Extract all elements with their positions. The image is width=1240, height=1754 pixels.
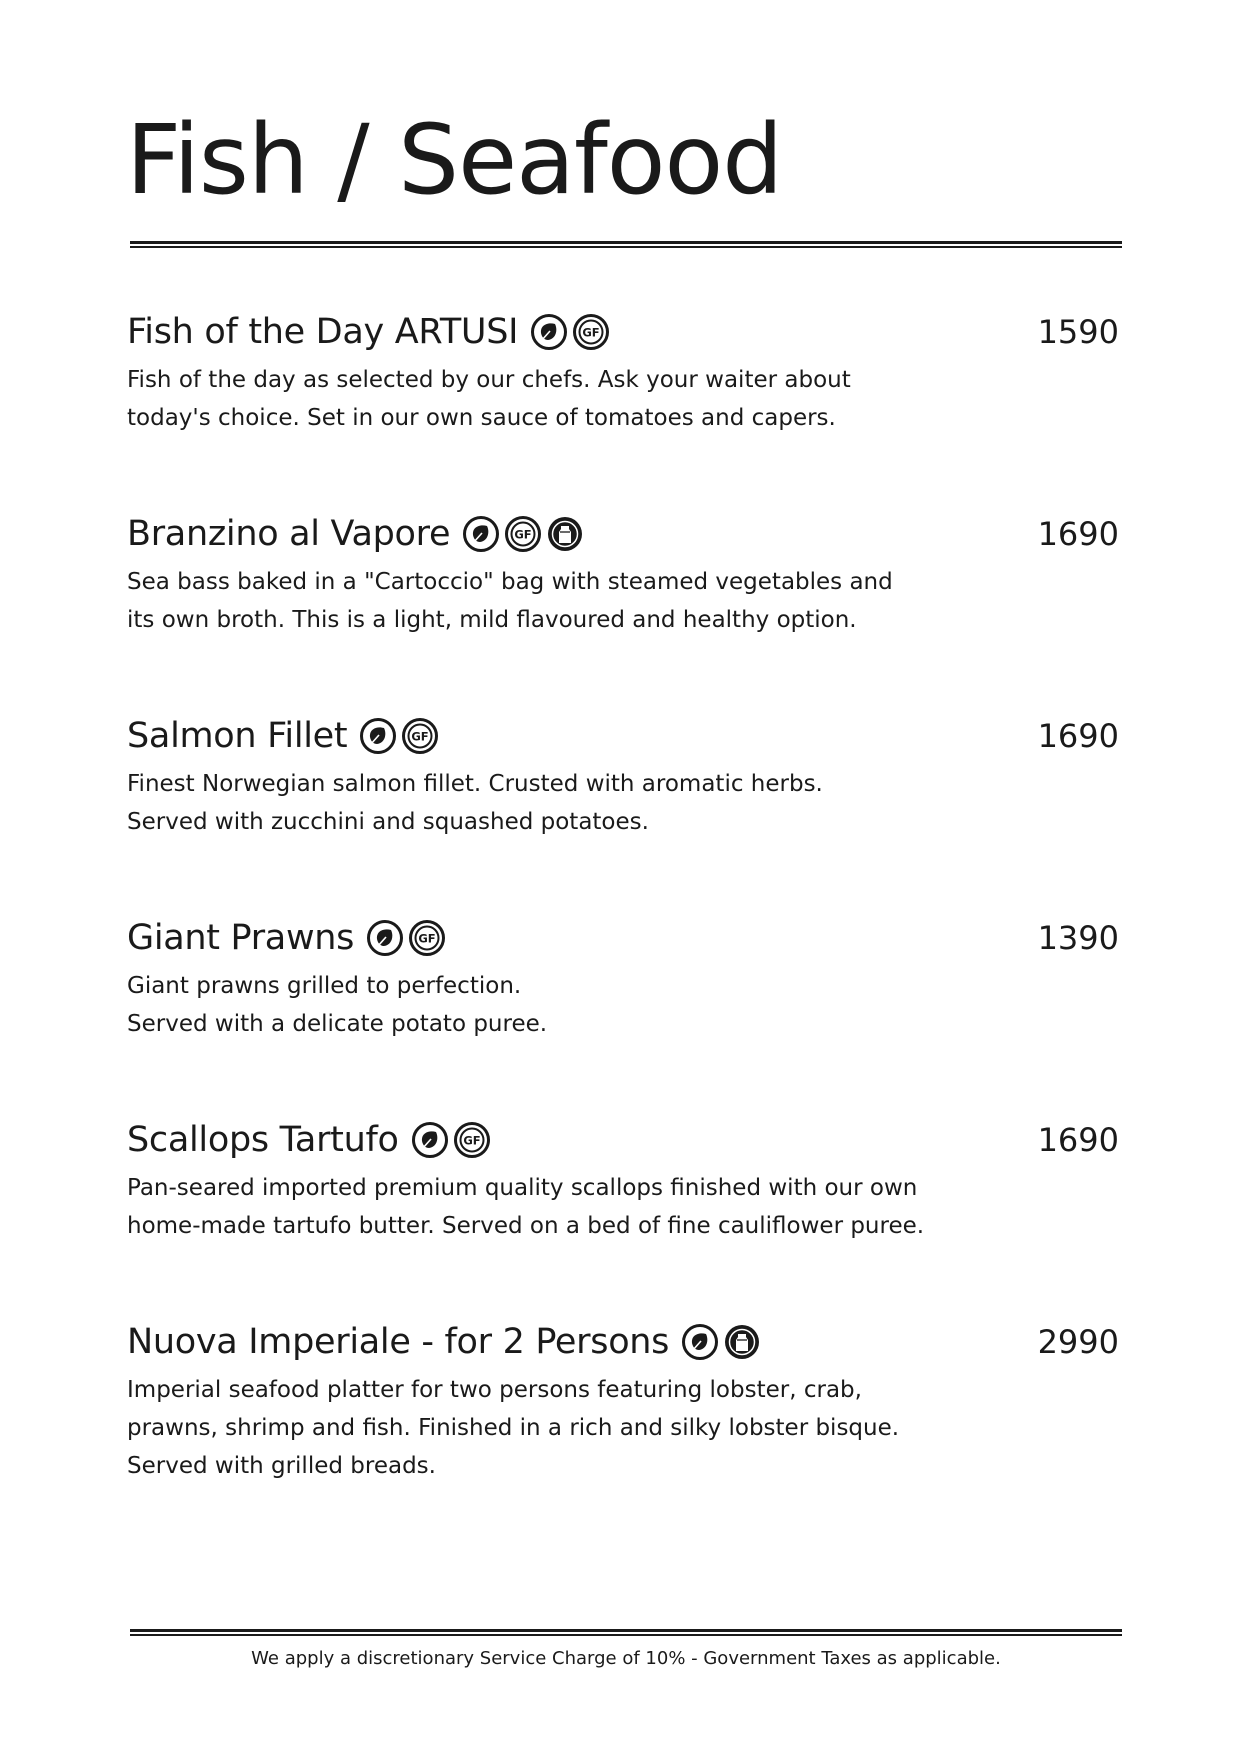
dietary-icons (359, 717, 439, 755)
footer-divider (130, 1629, 1122, 1636)
item-header (127, 1317, 1121, 1367)
item-description (127, 361, 1007, 437)
item-price: 1690 (1037, 1121, 1119, 1159)
lactose-free-icon (546, 515, 584, 553)
dietary-icons (366, 919, 446, 957)
description-line: Finest Norwegian salmon fillet. Crusted with aromatic herbs. (127, 771, 823, 797)
title-divider (130, 241, 1122, 248)
description-line: Imperial seafood platter for two persons featuring lobster, crab, (127, 1377, 862, 1403)
menu-item (127, 307, 1121, 509)
description-line: Sea bass baked in a "Cartoccio" bag with steamed vegetables and (127, 569, 893, 595)
item-description (127, 1371, 1007, 1485)
item-description (127, 967, 1007, 1043)
svg-text:GF: GF (418, 931, 436, 946)
svg-text:GF: GF (514, 527, 532, 542)
gluten-free-icon (408, 919, 446, 957)
item-price: 1690 (1037, 717, 1119, 755)
dietary-icons (411, 1121, 491, 1159)
description-line: home-made tartufo butter. Served on a bed of fine cauliflower puree. (127, 1213, 925, 1239)
item-name: Salmon Fillet (127, 716, 348, 756)
gluten-free-icon (401, 717, 439, 755)
item-price: 1590 (1037, 313, 1119, 351)
item-header (127, 307, 1121, 357)
menu-item (127, 1317, 1121, 1519)
leaf-icon (366, 919, 404, 957)
description-line: Giant prawns grilled to perfection. (127, 973, 522, 999)
description-line: Pan-seared imported premium quality scallops finished with our own (127, 1175, 918, 1201)
leaf-icon (530, 313, 568, 351)
item-header (127, 913, 1121, 963)
leaf-icon (681, 1323, 719, 1361)
item-header (127, 509, 1121, 559)
menu-list (127, 307, 1121, 1519)
item-price: 1690 (1037, 515, 1119, 553)
item-name: Fish of the Day ARTUSI (127, 312, 519, 352)
item-header (127, 1115, 1121, 1165)
dietary-icons (681, 1323, 761, 1361)
item-name: Scallops Tartufo (127, 1120, 399, 1160)
leaf-icon (359, 717, 397, 755)
description-line: Served with a delicate potato puree. (127, 1011, 548, 1037)
item-name: Branzino al Vapore (127, 514, 451, 554)
page-title: Fish / Seafood (126, 104, 783, 216)
description-line: its own broth. This is a light, mild flavoured and healthy option. (127, 607, 857, 633)
menu-item (127, 711, 1121, 913)
leaf-icon (411, 1121, 449, 1159)
menu-item (127, 913, 1121, 1115)
item-description (127, 563, 1007, 639)
description-line: Served with zucchini and squashed potatoes. (127, 809, 649, 835)
item-description (127, 765, 1007, 841)
service-charge-note: We apply a discretionary Service Charge of 10% - Government Taxes as applicable. (251, 1648, 1001, 1669)
description-line: Served with grilled breads. (127, 1453, 436, 1479)
svg-text:GF: GF (582, 325, 600, 340)
item-header (127, 711, 1121, 761)
item-price: 1390 (1037, 919, 1119, 957)
menu-item (127, 1115, 1121, 1317)
description-line: Fish of the day as selected by our chefs. Ask your waiter about (127, 367, 851, 393)
item-price: 2990 (1037, 1323, 1119, 1361)
leaf-icon (462, 515, 500, 553)
gluten-free-icon (572, 313, 610, 351)
description-line: prawns, shrimp and fish. Finished in a rich and silky lobster bisque. (127, 1415, 900, 1441)
svg-text:GF: GF (411, 729, 429, 744)
description-line: today's choice. Set in our own sauce of tomatoes and capers. (127, 405, 836, 431)
item-name: Nuova Imperiale - for 2 Persons (127, 1322, 670, 1362)
menu-item (127, 509, 1121, 711)
svg-text:GF: GF (462, 1133, 481, 1148)
item-name: Giant Prawns (127, 918, 355, 958)
gluten-free-icon (453, 1121, 491, 1159)
gluten-free-icon (504, 515, 542, 553)
dietary-icons (530, 313, 610, 351)
lactose-free-icon (723, 1323, 761, 1361)
dietary-icons (462, 515, 584, 553)
item-description (127, 1169, 1007, 1245)
